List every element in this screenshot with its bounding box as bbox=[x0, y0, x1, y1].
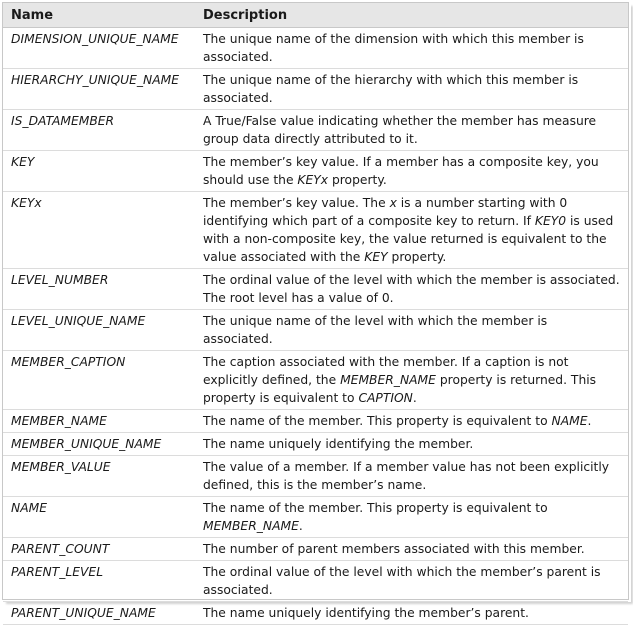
property-description-cell bbox=[195, 269, 628, 310]
table-row bbox=[3, 310, 628, 351]
description-code-term: NAME bbox=[551, 414, 588, 428]
property-name-cell: MEMBER_UNIQUE_NAME bbox=[3, 433, 195, 456]
property-name-cell: NAME bbox=[3, 497, 195, 538]
property-name-cell: DIMENSION_UNIQUE_NAME bbox=[3, 28, 195, 69]
property-description-cell bbox=[195, 310, 628, 351]
property-table-frame bbox=[2, 2, 629, 620]
description-code-term: MEMBER_NAME bbox=[203, 519, 299, 533]
description-text: . bbox=[298, 519, 303, 533]
description-text: The name of the member. This property is equivalent to bbox=[203, 501, 548, 515]
description-text: The name uniquely identifying the member’s parent. bbox=[203, 606, 529, 620]
description-text: is used with a non-composite key, the value returned is equivalent to the value associated with the bbox=[203, 214, 614, 264]
table-row bbox=[3, 192, 628, 269]
table-row bbox=[3, 269, 628, 310]
property-description-cell bbox=[195, 351, 628, 410]
description-text: The caption associated with the member. If a caption is not explicitly defined, the bbox=[203, 355, 569, 387]
description-text: The member’s key value. The bbox=[203, 196, 390, 210]
header-row bbox=[3, 3, 628, 28]
description-code-term: x bbox=[389, 196, 397, 210]
table-body bbox=[3, 28, 628, 625]
description-code-term: KEY bbox=[364, 250, 388, 264]
property-description-cell bbox=[195, 192, 628, 269]
property-name-cell: PARENT_COUNT bbox=[3, 538, 195, 561]
header-name: Name bbox=[3, 3, 195, 28]
property-name-cell: KEYx bbox=[3, 192, 195, 269]
property-description-cell bbox=[195, 497, 628, 538]
property-description-cell bbox=[195, 602, 628, 625]
property-description-cell bbox=[195, 110, 628, 151]
table-row bbox=[3, 433, 628, 456]
property-name-cell: PARENT_UNIQUE_NAME bbox=[3, 602, 195, 625]
table-row bbox=[3, 110, 628, 151]
property-description-cell bbox=[195, 69, 628, 110]
property-description-cell bbox=[195, 538, 628, 561]
description-text: The ordinal value of the level with which the member’s parent is associated. bbox=[203, 565, 601, 597]
description-text: The name of the member. This property is equivalent to bbox=[203, 414, 552, 428]
table-row bbox=[3, 538, 628, 561]
description-text: property. bbox=[328, 173, 387, 187]
description-text: The unique name of the dimension with which this member is associated. bbox=[203, 32, 584, 64]
property-name-cell: LEVEL_UNIQUE_NAME bbox=[3, 310, 195, 351]
description-text: property. bbox=[387, 250, 447, 264]
table-row bbox=[3, 602, 628, 625]
description-text: is a number starting with 0 identifying which part of a composite key to return. If bbox=[203, 196, 568, 228]
table-row bbox=[3, 410, 628, 433]
description-text: property is returned. This property is equivalent to bbox=[203, 373, 597, 405]
property-name-cell: KEY bbox=[3, 151, 195, 192]
description-text: The unique name of the hierarchy with which this member is associated. bbox=[203, 73, 579, 105]
property-name-cell: PARENT_LEVEL bbox=[3, 561, 195, 602]
description-code-term: KEY0 bbox=[534, 214, 567, 228]
description-text: The name uniquely identifying the member. bbox=[203, 437, 474, 451]
description-text: . bbox=[412, 391, 417, 405]
property-name-cell: IS_DATAMEMBER bbox=[3, 110, 195, 151]
description-text: A True/False value indicating whether the member has measure group data directly attributed to it. bbox=[203, 114, 597, 146]
description-code-term: MEMBER_NAME bbox=[340, 373, 436, 387]
property-table bbox=[3, 3, 628, 625]
description-code-term: KEYx bbox=[297, 173, 329, 187]
property-name-cell: HIERARCHY_UNIQUE_NAME bbox=[3, 69, 195, 110]
property-name-cell: MEMBER_CAPTION bbox=[3, 351, 195, 410]
property-description-cell bbox=[195, 561, 628, 602]
property-name-cell: LEVEL_NUMBER bbox=[3, 269, 195, 310]
property-description-cell bbox=[195, 456, 628, 497]
description-text: The ordinal value of the level with which the member is associated. The root level has a value of 0. bbox=[203, 273, 620, 305]
property-description-cell bbox=[195, 151, 628, 192]
table-row bbox=[3, 561, 628, 602]
property-description-cell bbox=[195, 433, 628, 456]
table-row bbox=[3, 351, 628, 410]
description-code-term: CAPTION bbox=[358, 391, 413, 405]
description-text: The member’s key value. If a member has a composite key, you should use the bbox=[203, 155, 599, 187]
description-text: The value of a member. If a member value has not been explicitly defined, this is the member’s name. bbox=[203, 460, 610, 492]
table-header bbox=[3, 3, 628, 28]
table-row bbox=[3, 456, 628, 497]
header-description: Description bbox=[195, 3, 628, 28]
property-name-cell: MEMBER_NAME bbox=[3, 410, 195, 433]
table-row bbox=[3, 69, 628, 110]
property-description-cell bbox=[195, 28, 628, 69]
table-row bbox=[3, 151, 628, 192]
property-description-cell bbox=[195, 410, 628, 433]
table-row bbox=[3, 497, 628, 538]
property-name-cell: MEMBER_VALUE bbox=[3, 456, 195, 497]
description-text: The unique name of the level with which the member is associated. bbox=[203, 314, 548, 346]
description-text: The number of parent members associated with this member. bbox=[203, 542, 585, 556]
description-text: . bbox=[587, 414, 592, 428]
table-row bbox=[3, 28, 628, 69]
